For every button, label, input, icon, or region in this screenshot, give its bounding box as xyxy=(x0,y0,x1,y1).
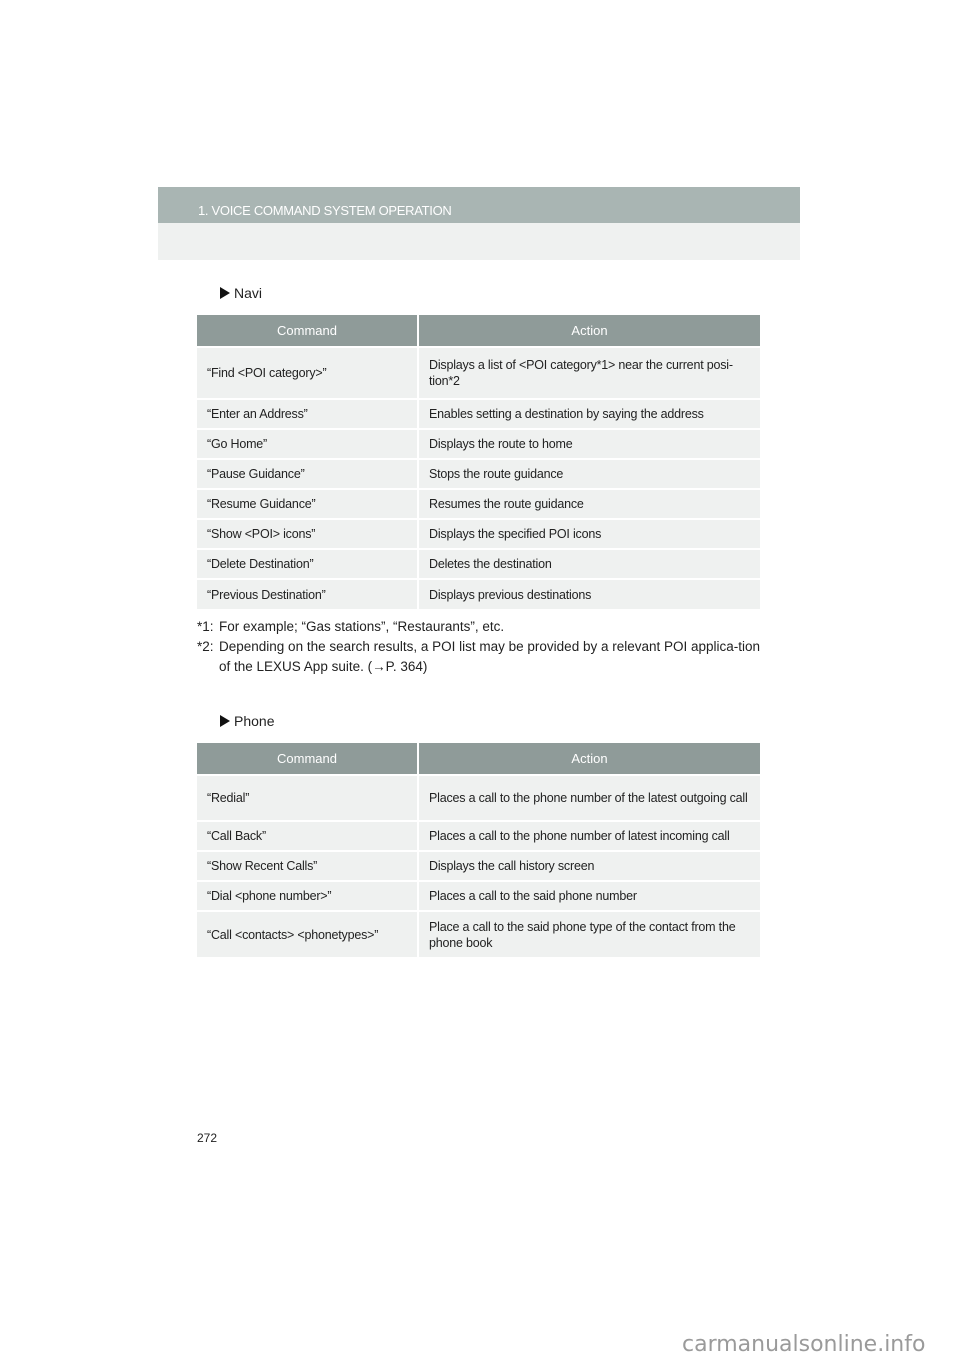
footnotes xyxy=(197,617,762,677)
command-cell: “Go Home” xyxy=(197,429,418,459)
col-command: Command xyxy=(197,743,418,775)
footnote-text: Depending on the search results, a POI list may be provided by a relevant POI applica-tion of the LEXUS App suite. (→P. 364) xyxy=(219,639,761,674)
command-cell: “Redial” xyxy=(197,775,418,821)
action-cell: Places a call to the said phone number xyxy=(418,881,760,911)
command-cell: “Show Recent Calls” xyxy=(197,851,418,881)
footnote-mark: *1: xyxy=(197,619,214,634)
navi-heading xyxy=(220,285,262,301)
command-cell: “Previous Destination” xyxy=(197,579,418,609)
command-cell: “Find <POI category>” xyxy=(197,347,418,399)
action-cell: Displays the route to home xyxy=(418,429,760,459)
navi-heading-text: Navi xyxy=(234,285,263,301)
action-cell: Resumes the route guidance xyxy=(418,489,760,519)
table-row xyxy=(197,347,760,399)
footnote-mark: *2: xyxy=(197,639,214,654)
footnote xyxy=(197,637,762,677)
command-cell: “Call Back” xyxy=(197,821,418,851)
triangle-bullet-icon xyxy=(220,287,230,299)
command-cell: “Call <contacts> <phonetypes>” xyxy=(197,911,418,957)
action-cell: Displays the call history screen xyxy=(418,851,760,881)
table-row xyxy=(197,399,760,429)
table-row xyxy=(197,911,760,957)
command-cell: “Show <POI> icons” xyxy=(197,519,418,549)
command-cell: “Dial <phone number>” xyxy=(197,881,418,911)
table-row xyxy=(197,549,760,579)
page-number: 272 xyxy=(197,1131,218,1145)
table-row xyxy=(197,881,760,911)
table-row xyxy=(197,459,760,489)
footnote xyxy=(197,617,762,637)
table-row xyxy=(197,851,760,881)
action-cell: Displays a list of <POI category*1> near the current posi-tion*2 xyxy=(418,347,760,399)
footnote-text: For example; “Gas stations”, “Restaurants”, etc. xyxy=(219,619,505,634)
table-row xyxy=(197,519,760,549)
table-row xyxy=(197,579,760,609)
table-row xyxy=(197,821,760,851)
watermark: carmanualsonline.info xyxy=(682,1332,926,1357)
action-cell: Places a call to the phone number of latest incoming call xyxy=(418,821,760,851)
action-cell: Stops the route guidance xyxy=(418,459,760,489)
action-cell: Displays previous destinations xyxy=(418,579,760,609)
col-command: Command xyxy=(197,315,418,347)
action-cell: Places a call to the phone number of the latest outgoing call xyxy=(418,775,760,821)
command-cell: “Resume Guidance” xyxy=(197,489,418,519)
table-row xyxy=(197,489,760,519)
command-cell: “Pause Guidance” xyxy=(197,459,418,489)
action-cell: Enables setting a destination by saying the address xyxy=(418,399,760,429)
table-row xyxy=(197,429,760,459)
action-cell: Displays the specified POI icons xyxy=(418,519,760,549)
command-cell: “Delete Destination” xyxy=(197,549,418,579)
phone-heading xyxy=(220,713,274,729)
col-action: Action xyxy=(418,743,760,775)
section-title: 1. VOICE COMMAND SYSTEM OPERATION xyxy=(198,203,452,218)
phone-commands-table xyxy=(197,743,760,957)
table-row xyxy=(197,775,760,821)
action-cell: Deletes the destination xyxy=(418,549,760,579)
col-action: Action xyxy=(418,315,760,347)
action-cell: Place a call to the said phone type of the contact from the phone book xyxy=(418,911,760,957)
section-header xyxy=(158,187,800,223)
header-band xyxy=(158,223,800,260)
phone-heading-text: Phone xyxy=(234,713,275,729)
triangle-bullet-icon xyxy=(220,715,230,727)
navi-commands-table xyxy=(197,315,760,609)
command-cell: “Enter an Address” xyxy=(197,399,418,429)
